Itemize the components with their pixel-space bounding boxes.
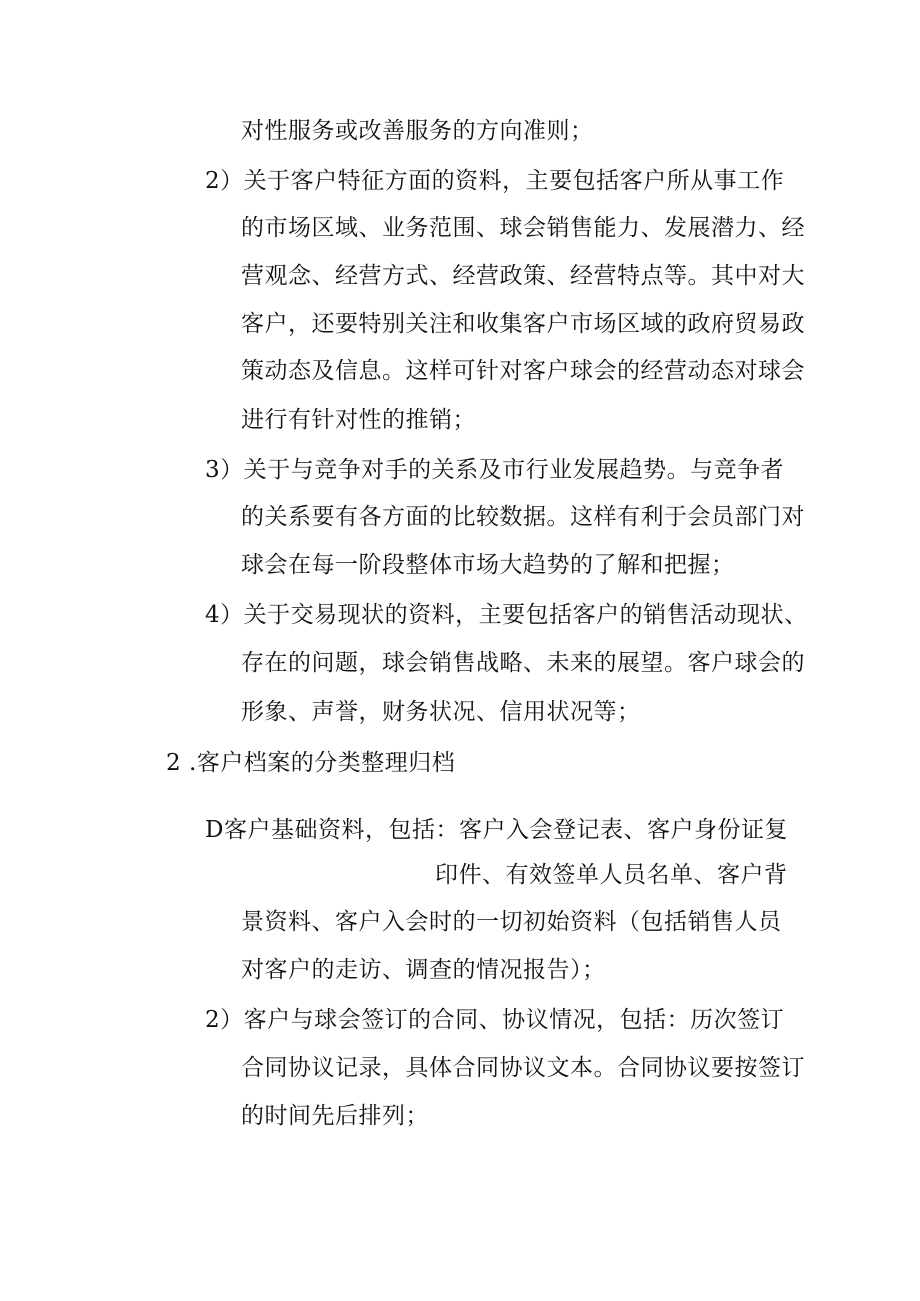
text-line: 景资料、客户入会时的一切初始资料（包括销售人员 <box>241 909 782 935</box>
text-line: 形象、声誉，财务状况、信用状况等； <box>241 699 641 725</box>
list-item-4: 4）关于交易现状的资料，主要包括客户的销售活动现状、 <box>205 602 808 628</box>
text-line: 存在的问题，球会销售战略、未来的展望。客户球会的 <box>241 650 805 676</box>
text-line: 对性服务或改善服务的方向准则； <box>241 118 594 144</box>
text-line: 的时间先后排列； <box>241 1103 429 1129</box>
text-line: 印件、有效签单人员名单、客户背 <box>435 862 788 888</box>
list-item-2b: 2）客户与球会签订的合同、协议情况，包括：历次签订 <box>205 1007 785 1033</box>
list-item-3: 3）关于与竞争对手的关系及市行业发展趋势。与竞争者 <box>205 457 785 483</box>
text-line: 合同协议记录，具体合同协议文本。合同协议要按签订 <box>241 1055 805 1081</box>
text-line: 营观念、经营方式、经营政策、经营特点等。其中对大 <box>241 263 805 289</box>
section-heading: 2 .客户档案的分类整理归档 <box>166 750 456 776</box>
text-line: 客户，还要特别关注和收集客户市场区域的政府贸易政 <box>241 311 805 337</box>
text-line: 策动态及信息。这样可针对客户球会的经营动态对球会 <box>241 358 805 384</box>
text-line: 的关系要有各方面的比较数据。这样有利于会员部门对 <box>241 504 805 530</box>
list-item-2: 2）关于客户特征方面的资料，主要包括客户所从事工作 <box>205 168 785 194</box>
text-line: 进行有针对性的推销； <box>241 407 476 433</box>
text-line: 球会在每一阶段整体市场大趋势的了解和把握； <box>241 552 735 578</box>
text-line: 对客户的走访、调查的情况报告）； <box>241 957 606 983</box>
list-item-1: D客户基础资料，包括：客户入会登记表、客户身份证复 <box>205 817 788 843</box>
text-line: 的市场区域、业务范围、球会销售能力、发展潜力、经 <box>241 215 805 241</box>
